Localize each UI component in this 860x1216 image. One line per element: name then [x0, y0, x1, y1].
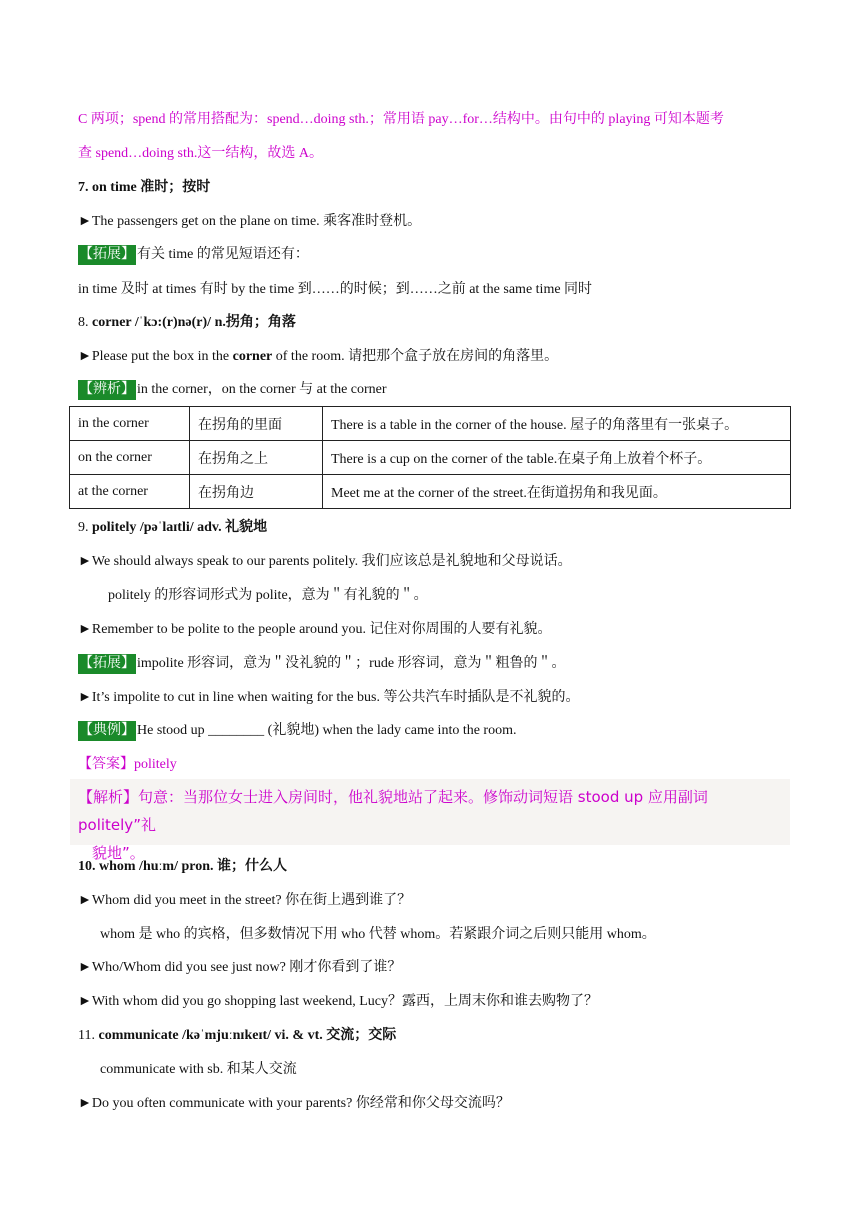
item7-heading: 7. on time 准时；按时: [78, 180, 211, 195]
comparison-tag: 【辨析】: [78, 380, 136, 400]
item9-note: politely 的形容词形式为 polite，意为＂有礼貌的＂。: [108, 588, 428, 603]
table-cell: 在拐角之上: [190, 441, 323, 475]
table-row: [70, 441, 791, 475]
item9-number: 9.: [78, 520, 89, 535]
table-cell: 在拐角的里面: [190, 407, 323, 441]
item9-example-3: ►It’s impolite to cut in line when waiting for the bus. 等公共汽车时插队是不礼貌的。: [78, 690, 580, 705]
item11-phrase: communicate with sb. 和某人交流: [100, 1062, 297, 1077]
table-cell: There is a cup on the corner of the table.在桌子角上放着个杯子。: [323, 441, 791, 475]
item10-heading: 10. whom /huːm/ pron. 谁；什么人: [78, 859, 287, 874]
item9-analysis: [78, 783, 790, 867]
table-cell: in the corner: [70, 407, 190, 441]
extension-tag: 【拓展】: [78, 245, 136, 265]
item9-heading: politely /pəˈlaɪtli/ adv. 礼貌地: [92, 520, 268, 535]
item9-answer: 【答案】politely: [78, 757, 177, 772]
item10-example-2: ►Who/Whom did you see just now? 刚才你看到了谁？: [78, 960, 402, 975]
table-row: [70, 407, 791, 441]
answer-explanation-line-2: 查 spend…doing sth.这一结构，故选 A。: [78, 146, 323, 161]
item7-example: ►The passengers get on the plane on time. 乘客准时登机。: [78, 214, 422, 229]
item9-example-1: ►We should always speak to our parents politely. 我们应该总是礼貌地和父母说话。: [78, 554, 572, 569]
item7-phrases: in time 及时 at times 有时 by the time 到……的时候；到……之前 at the same time 同时: [78, 282, 593, 297]
item10-example-3: ►With whom did you go shopping last weekend, Lucy？露西，上周末你和谁去购物了？: [78, 994, 598, 1009]
extension-text: impolite 形容词，意为＂没礼貌的＂；rude 形容词，意为＂粗鲁的＂。: [137, 656, 566, 671]
item9-heading-line: [78, 518, 800, 538]
item8-heading-line: [78, 313, 800, 333]
table-row: [70, 475, 791, 509]
item7-extension: [78, 245, 800, 265]
item8-number: 8.: [78, 315, 89, 330]
item9-extension: [78, 654, 800, 674]
answer-explanation-line-1: C 两项；spend 的常用搭配为：spend…doing sth.；常用语 pay…for…结构中。由句中的 playing 可知本题考: [78, 112, 724, 127]
item9-typical-example: [78, 721, 800, 741]
typical-example-tag: 【典例】: [78, 721, 136, 741]
corner-comparison-table: [69, 406, 791, 509]
typical-example-text: He stood up ________ (礼貌地) when the lady came into the room.: [137, 723, 517, 738]
analysis-line-1: 【解析】句意：当那位女士进入房间时，他礼貌地站了起来。修饰动词短语 stood up 应用副词 politely”礼: [78, 788, 708, 834]
item9-example-2: ►Remember to be polite to the people around you. 记住对你周围的人要有礼貌。: [78, 622, 552, 637]
item10-note: whom 是 who 的宾格，但多数情况下用 who 代替 whom。若紧跟介词之后则只能用 whom。: [100, 927, 656, 942]
table-cell: There is a table in the corner of the house. 屋子的角落里有一张桌子。: [323, 407, 791, 441]
item10-example-1: ►Whom did you meet in the street? 你在街上遇到谁了？: [78, 893, 412, 908]
item8-comparison: [78, 380, 800, 400]
comparison-text: in the corner，on the corner 与 at the corner: [137, 382, 387, 397]
item8-example: ►Please put the box in the corner of the room. 请把那个盒子放在房间的角落里。: [78, 349, 559, 364]
item11-heading-line: [78, 1026, 800, 1046]
table-cell: 在拐角边: [190, 475, 323, 509]
table-cell: at the corner: [70, 475, 190, 509]
item11-heading: communicate /kəˈmjuːnɪkeɪt/ vi. & vt. 交流；交际: [98, 1028, 397, 1043]
item8-heading: corner /ˈkɔ:(r)nə(r)/ n.拐角；角落: [92, 315, 296, 330]
extension-text: 有关 time 的常见短语还有：: [137, 247, 309, 262]
item11-number: 11.: [78, 1028, 95, 1043]
extension-tag: 【拓展】: [78, 654, 136, 674]
item11-example: ►Do you often communicate with your parents? 你经常和你父母交流吗？: [78, 1096, 510, 1111]
table-cell: on the corner: [70, 441, 190, 475]
analysis-line-2: 貌地”。: [92, 844, 145, 862]
table-cell: Meet me at the corner of the street.在街道拐角和我见面。: [323, 475, 791, 509]
